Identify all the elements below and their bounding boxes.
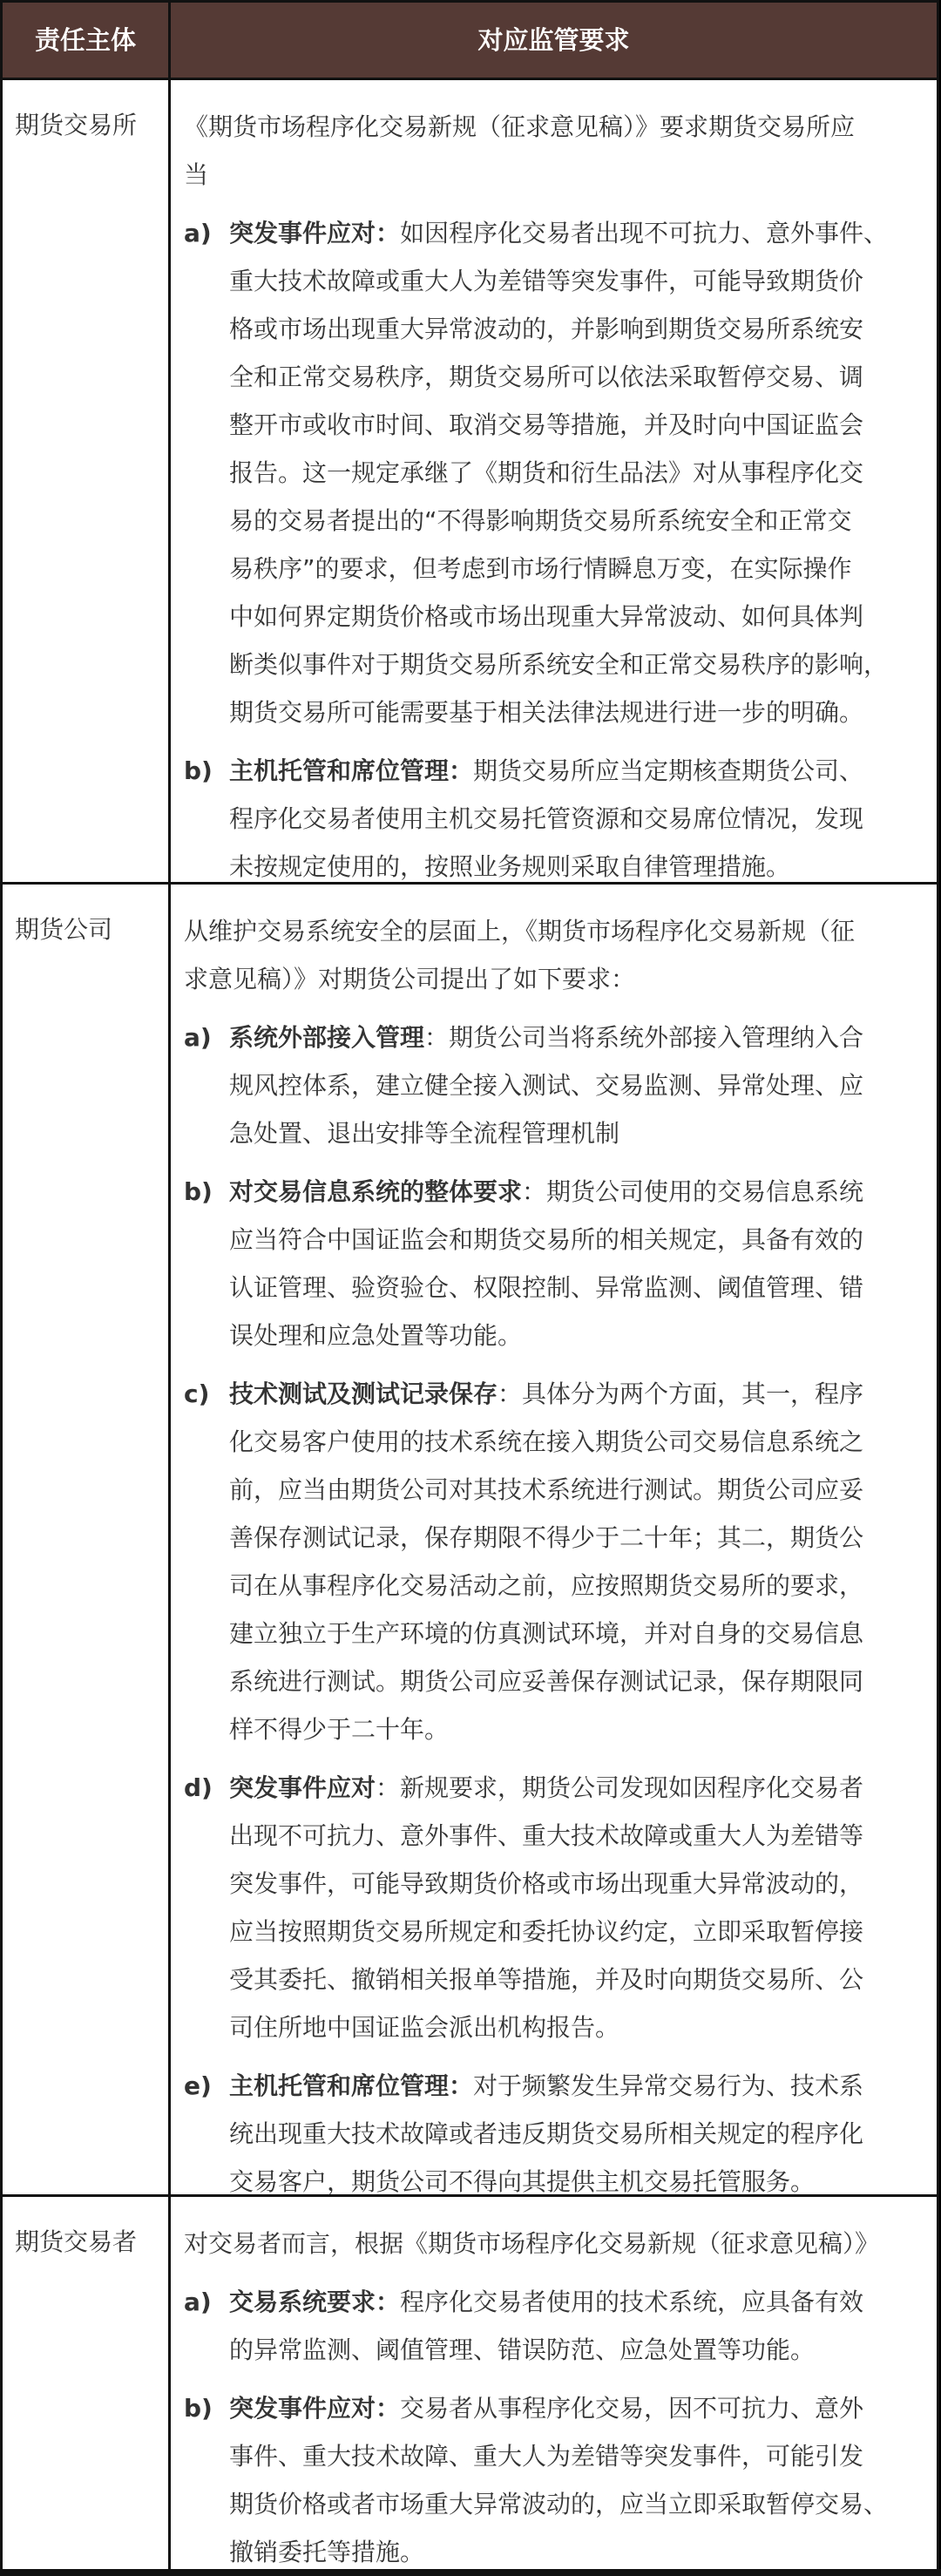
item-text: 期货交易所应当定期核查期货公司、 — [473, 756, 864, 785]
item-text: 交易者从事程序化交易，因不可抗力、意外 — [400, 2394, 864, 2423]
item-text-line: 认证管理、验资验仓、权限控制、异常监测、阈值管理、错 — [229, 1273, 864, 1302]
requirement-item — [184, 209, 941, 736]
responsible-party-cell: 期货交易所 — [15, 111, 138, 139]
item-text-line: 应当符合中国证监会和期货交易所的相关规定，具备有效的 — [229, 1225, 864, 1254]
item-text-line: 整开市或收市时间、取消交易等措施，并及时向中国证监会 — [229, 410, 864, 439]
item-first-line — [229, 1370, 941, 1418]
item-text-line: 交易客户，期货公司不得向其提供主机交易托管服务。 — [229, 2167, 816, 2196]
item-text-line: 的异常监测、阈值管理、错误防范、应急处置等功能。 — [229, 2335, 816, 2364]
table-row — [3, 885, 937, 2197]
item-text: ：期货公司当将系统外部接入管理纳入合 — [424, 1023, 864, 1052]
item-text-line: 撤销委托等措施。 — [229, 2538, 425, 2566]
requirements-cell — [184, 2220, 941, 2576]
item-text-line: 化交易客户使用的技术系统在接入期货公司交易信息系统之 — [229, 1427, 864, 1456]
item-text-line: 样不得少于二十年。 — [229, 1715, 450, 1744]
item-text-line: 善保存测试记录，保存期限不得少于二十年；其二，期货公 — [229, 1523, 864, 1552]
responsible-party-cell: 期货公司 — [15, 915, 113, 944]
item-text: ：期货公司使用的交易信息系统 — [522, 1177, 864, 1206]
item-text-line: 未按规定使用的，按照业务规则采取自律管理措施。 — [229, 852, 791, 881]
item-text-line: 重大技术故障或重大人为差错等突发事件，可能导致期货价 — [229, 267, 864, 295]
item-text-line: 报告。这一规定承继了《期货和衍生品法》对从事程序化交 — [229, 458, 864, 487]
intro-text-line: 对交易者而言，根据《期货市场程序化交易新规（征求意见稿）》 — [184, 2229, 880, 2258]
item-title: 交易系统要求： — [229, 2288, 401, 2316]
item-text-line: 中如何界定期货价格或市场出现重大异常波动、如何具体判 — [229, 602, 864, 631]
requirement-item — [184, 747, 941, 891]
item-first-line — [229, 1168, 941, 1216]
item-text: 如因程序化交易者出现不可抗力、意外事件、 — [400, 219, 889, 247]
requirements-cell — [184, 103, 941, 891]
item-text-line: 易的交易者提出的“不得影响期货交易所系统安全和正常交 — [229, 506, 852, 535]
item-title: 主机托管和席位管理： — [229, 2071, 474, 2100]
list-marker: a) — [184, 2288, 212, 2316]
item-text-line: 易秩序”的要求，但考虑到市场行情瞬息万变，在实际操作 — [229, 554, 852, 583]
requirements-cell — [184, 907, 941, 2206]
item-text-line: 期货价格或者市场重大异常波动的，应当立即采取暂停交易、 — [229, 2490, 889, 2518]
item-first-line — [229, 2062, 941, 2110]
table-row — [3, 80, 937, 885]
requirement-item — [184, 1168, 941, 1359]
item-first-line — [229, 1013, 941, 1061]
intro-text-line: 《期货市场程序化交易新规（征求意见稿）》要求期货交易所应 — [184, 112, 856, 141]
item-title: 对交易信息系统的整体要求 — [229, 1177, 523, 1206]
item-text-line: 受其委托、撤销相关报单等措施，并及时向期货交易所、公 — [229, 1965, 864, 1994]
bottom-border — [0, 2569, 941, 2576]
item-text-line: 事件、重大技术故障、重大人为差错等突发事件，可能引发 — [229, 2442, 864, 2471]
item-first-line — [229, 1764, 941, 1812]
item-first-line — [229, 2278, 941, 2326]
item-first-line — [229, 747, 941, 795]
list-marker: e) — [184, 2071, 212, 2100]
item-title: 突发事件应对： — [229, 2394, 401, 2423]
item-text: 程序化交易者使用的技术系统，应具备有效 — [400, 2288, 864, 2316]
item-text-line: 司在从事程序化交易活动之前，应按照期货交易所的要求， — [229, 1571, 864, 1600]
header-responsible-party: 责任主体 — [34, 25, 136, 55]
table-row — [3, 2197, 937, 2572]
item-text-line: 统出现重大技术故障或者违反期货交易所相关规定的程序化 — [229, 2119, 864, 2148]
item-first-line — [229, 2384, 941, 2432]
item-text-line: 全和正常交易秩序，期货交易所可以依法采取暂停交易、调 — [229, 363, 864, 391]
list-marker: a) — [184, 1023, 212, 1052]
item-text-line: 建立独立于生产环境的仿真测试环境，并对自身的交易信息 — [229, 1619, 864, 1648]
intro-text-line: 当 — [184, 160, 209, 189]
list-marker: b) — [184, 2394, 213, 2423]
item-text-line: 误处理和应急处置等功能。 — [229, 1321, 523, 1350]
item-text: ：新规要求，期货公司发现如因程序化交易者 — [376, 1773, 864, 1802]
item-title: 主机托管和席位管理： — [229, 756, 474, 785]
list-marker: c) — [184, 1380, 210, 1408]
item-text-line: 突发事件，可能导致期货价格或市场出现重大异常波动的， — [229, 1869, 864, 1898]
item-title: 系统外部接入管理 — [229, 1023, 425, 1052]
item-text-line: 系统进行测试。期货公司应妥善保存测试记录，保存期限同 — [229, 1667, 864, 1696]
item-text-line: 前，应当由期货公司对其技术系统进行测试。期货公司应妥 — [229, 1475, 864, 1504]
requirement-item — [184, 2062, 941, 2206]
header-regulatory-requirements: 对应监管要求 — [477, 25, 630, 55]
list-marker: a) — [184, 219, 212, 247]
item-text-line: 急处置、退出安排等全流程管理机制 — [229, 1119, 620, 1148]
list-marker: b) — [184, 1177, 213, 1206]
list-marker: d) — [184, 1773, 213, 1802]
item-text: ：具体分为两个方面，其一，程序 — [498, 1380, 864, 1408]
item-text-line: 期货交易所可能需要基于相关法律法规进行进一步的明确。 — [229, 698, 864, 727]
item-title: 突发事件应对 — [229, 1773, 376, 1802]
responsible-party-cell: 期货交易者 — [15, 2227, 138, 2256]
item-title: 突发事件应对： — [229, 219, 401, 247]
item-text-line: 司住所地中国证监会派出机构报告。 — [229, 2013, 620, 2042]
item-text: 对于频繁发生异常交易行为、技术系 — [473, 2071, 864, 2100]
item-text-line: 断类似事件对于期货交易所系统安全和正常交易秩序的影响， — [229, 650, 889, 679]
table-header — [3, 3, 937, 80]
item-text-line: 格或市场出现重大异常波动的，并影响到期货交易所系统安 — [229, 315, 864, 343]
list-marker: b) — [184, 756, 213, 785]
requirement-item — [184, 1370, 941, 1753]
intro-text-line: 求意见稿）》对期货公司提出了如下要求： — [184, 965, 636, 993]
requirement-item — [184, 1764, 941, 2051]
item-first-line — [229, 209, 941, 257]
item-text-line: 应当按照期货交易所规定和委托协议约定，立即采取暂停接 — [229, 1917, 864, 1946]
requirement-item — [184, 2278, 941, 2374]
intro-text-line: 从维护交易系统安全的层面上，《期货市场程序化交易新规（征 — [184, 917, 856, 946]
requirement-item — [184, 2384, 941, 2576]
item-text-line: 程序化交易者使用主机交易托管资源和交易席位情况，发现 — [229, 804, 864, 833]
item-text-line: 规风控体系，建立健全接入测试、交易监测、异常处理、应 — [229, 1071, 864, 1100]
item-text-line: 出现不可抗力、意外事件、重大技术故障或重大人为差错等 — [229, 1821, 864, 1850]
requirement-item — [184, 1013, 941, 1157]
item-title: 技术测试及测试记录保存 — [229, 1380, 498, 1408]
